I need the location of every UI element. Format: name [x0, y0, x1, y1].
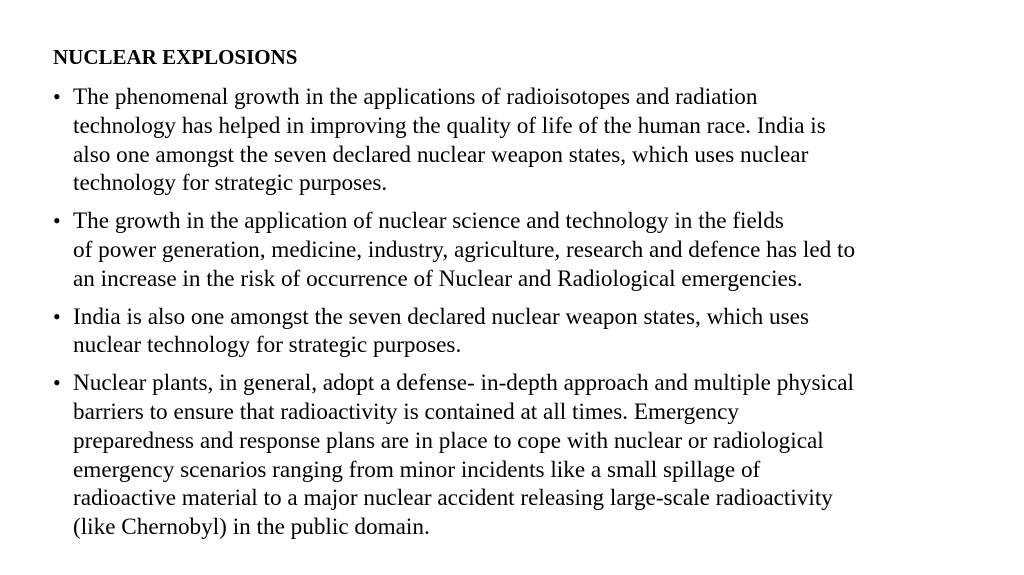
- bullet-text-line: of power generation, medicine, industry, agriculture, research and defence has led to: [73, 236, 856, 263]
- bullet-list: [53, 83, 983, 551]
- bullet-text-line: India is also one amongst the seven declared nuclear weapon states, which uses: [73, 303, 809, 330]
- bullet-item: [53, 303, 983, 361]
- bullet-text-line: radioactive material to a major nuclear accident releasing large-scale radioactivity: [73, 485, 833, 512]
- bullet-item: [53, 207, 983, 293]
- bullet-text-line: technology for strategic purposes.: [73, 170, 388, 197]
- bullet-text-line: The phenomenal growth in the applications of radioisotopes and radiation: [73, 84, 758, 110]
- bullet-icon: •: [53, 370, 61, 396]
- bullet-text-line: The growth in the application of nuclear science and technology in the fields: [73, 208, 784, 235]
- bullet-text-line: (like Chernobyl) in the public domain.: [73, 514, 430, 541]
- bullet-text-line: Nuclear plants, in general, adopt a defense- in-depth approach and multiple physical: [73, 370, 855, 397]
- bullet-text-line: emergency scenarios ranging from minor incidents like a small spillage of: [73, 456, 761, 483]
- bullet-text-line: preparedness and response plans are in place to cope with nuclear or radiological: [73, 427, 824, 454]
- bullet-icon: •: [53, 84, 61, 109]
- bullet-text-line: technology has helped in improving the quality of life of the human race. India is: [73, 112, 826, 139]
- bullet-item: [53, 83, 983, 198]
- bullet-text-line: also one amongst the seven declared nuclear weapon states, which uses nuclear: [73, 141, 809, 168]
- bullet-text-line: barriers to ensure that radioactivity is contained at all times. Emergency: [73, 398, 739, 425]
- bullet-text-line: an increase in the risk of occurrence of Nuclear and Radiological emergencies.: [73, 265, 803, 292]
- bullet-item: [53, 369, 983, 542]
- bullet-icon: •: [53, 303, 61, 329]
- bullet-icon: •: [53, 208, 61, 234]
- slide-title: NUCLEAR EXPLOSIONS: [53, 45, 298, 69]
- bullet-text-line: nuclear technology for strategic purposes.: [73, 332, 462, 359]
